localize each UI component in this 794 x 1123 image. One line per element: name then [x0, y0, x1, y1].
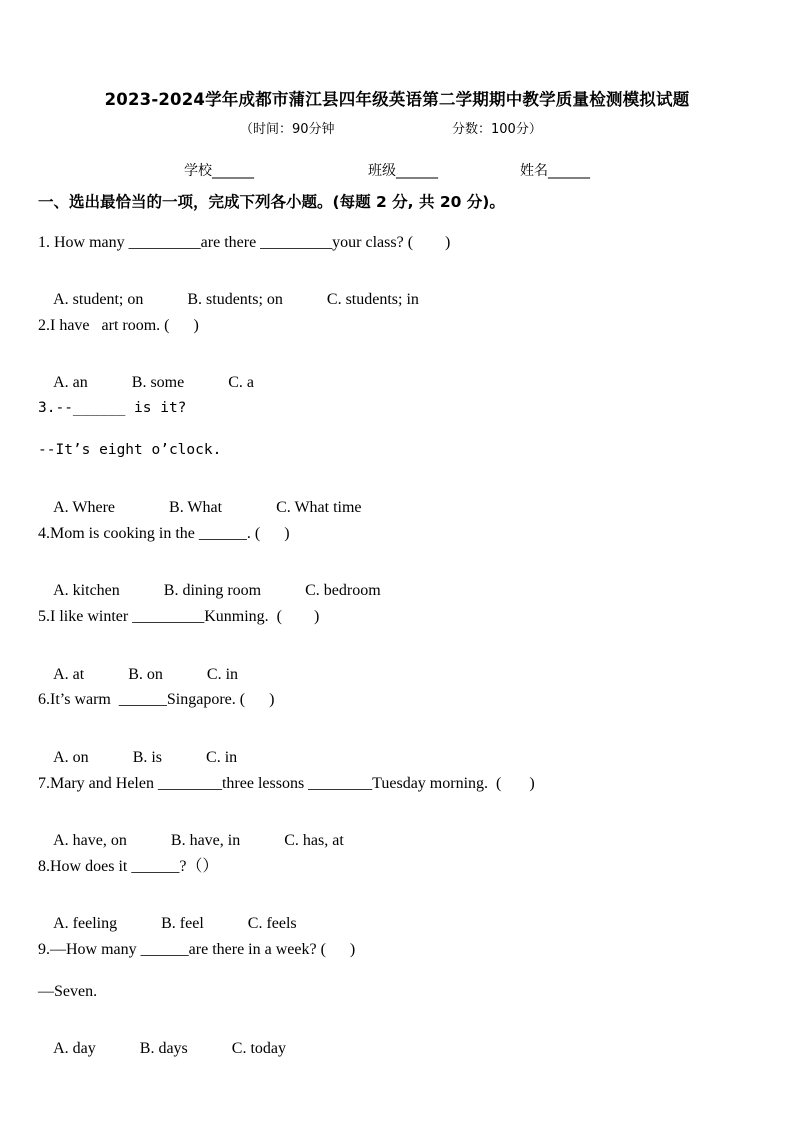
- option-c: C. What time: [276, 499, 362, 516]
- score-label: 分数：100分）: [452, 122, 542, 137]
- time-label: （时间：90分钟: [240, 122, 335, 137]
- option-a: A. day: [53, 1040, 96, 1057]
- answer-line: --It’s eight o’clock.: [38, 442, 222, 458]
- option-b: B. on: [128, 666, 163, 683]
- question-stem: 3.--______ is it?: [38, 400, 187, 416]
- answer-line: —Seven.: [38, 983, 98, 1000]
- option-b: B. some: [131, 374, 185, 391]
- question-stem: 9.—How many ______are there in a week? ( ): [38, 941, 356, 958]
- option-c: C. in: [206, 666, 239, 683]
- option-a: A. student; on: [53, 291, 144, 308]
- school-field: 学校______: [184, 163, 254, 179]
- page-title: 2023-2024学年成都市蒲江县四年级英语第二学期期中教学质量检测模拟试题: [104, 90, 690, 109]
- question-stem: 5.I like winter _________Kunming. ( ): [38, 608, 320, 625]
- question-stem: 2.I have art room. ( ): [38, 317, 199, 334]
- question-stem: 4.Mom is cooking in the ______. ( ): [38, 525, 290, 542]
- option-b: B. students; on: [187, 291, 283, 308]
- section-heading: 一、选出最恰当的一项，完成下列各小题。(每题 2 分, 共 20 分)。: [38, 193, 505, 211]
- question-stem: 8.How does it ______?（）: [38, 858, 219, 875]
- option-row: [38, 1025, 286, 1073]
- name-field: 姓名______: [520, 163, 590, 179]
- option-b: B. dining room: [163, 582, 262, 599]
- option-b: B. days: [139, 1040, 188, 1057]
- option-c: C. feels: [247, 915, 297, 932]
- class-field: 班级______: [368, 163, 438, 179]
- option-a: A. Where: [53, 499, 116, 516]
- option-a: A. kitchen: [53, 582, 120, 599]
- option-b: B. feel: [161, 915, 204, 932]
- question-stem: 7.Mary and Helen ________three lessons ________Tuesday morning. ( ): [38, 775, 535, 792]
- option-b: B. What: [169, 499, 223, 516]
- option-c: C. has, at: [284, 832, 344, 849]
- question-stem: 6.It’s warm ______Singapore. ( ): [38, 691, 275, 708]
- option-a: A. at: [53, 666, 85, 683]
- option-b: B. is: [132, 749, 163, 766]
- question-stem: 1. How many _________are there _________your class? ( ): [38, 234, 451, 251]
- option-c: C. students; in: [326, 291, 419, 308]
- option-a: A. feeling: [53, 915, 118, 932]
- option-c: C. a: [228, 374, 255, 391]
- option-c: C. in: [206, 749, 238, 766]
- option-c: C. bedroom: [305, 582, 381, 599]
- option-b: B. have, in: [170, 832, 241, 849]
- option-a: A. on: [53, 749, 89, 766]
- option-c: C. today: [231, 1040, 286, 1057]
- option-a: A. an: [53, 374, 88, 391]
- option-a: A. have, on: [53, 832, 127, 849]
